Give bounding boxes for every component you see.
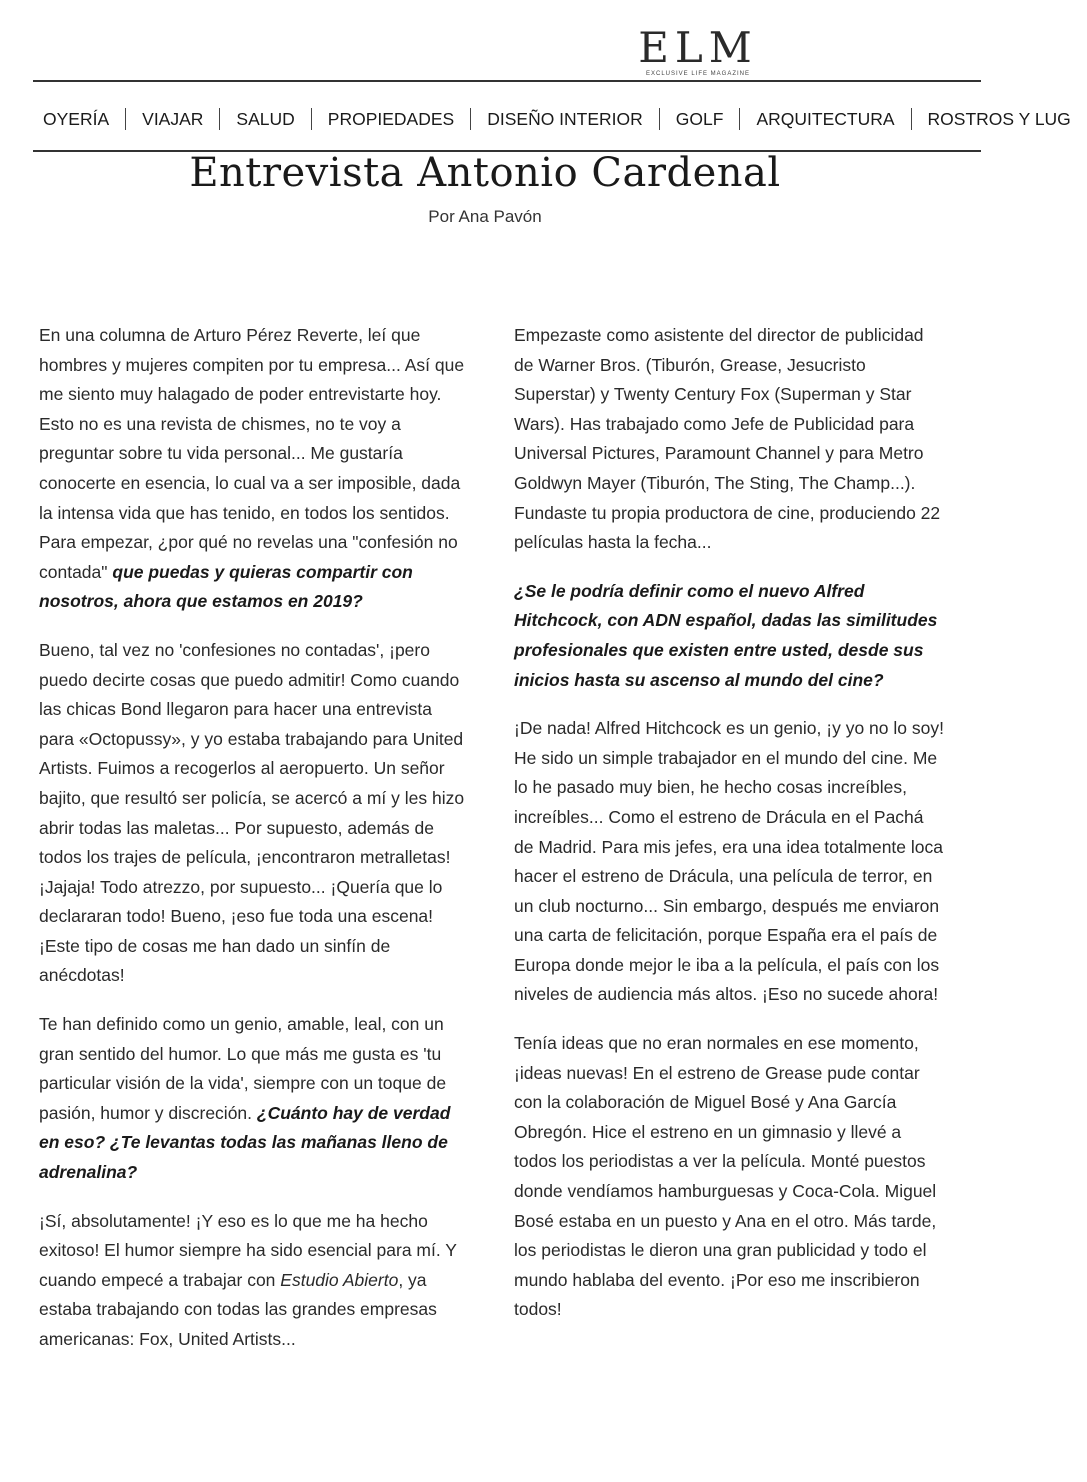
paragraph: Bueno, tal vez no 'confesiones no contadas', ¡pero puedo decirte cosas que puedo admitir! Como cuando las chicas Bond llegaron para hacer una entrevista para «Octopussy», y yo estaba trabajando para United Artists. Fuimos a recogerlos al aeropuerto. Un señor bajito, que resultó ser policía, se acercó a mí y les hizo abrir todas las maletas... Por supuesto, además de todos los trajes de película, ¡encontraron metralletas! ¡Jajaja! Todo atrezzo, por supuesto... ¡Quería que lo declararan todo! Bueno, ¡eso fue toda una escena! ¡Este tipo de cosas me han dado un sinfín de anécdotas! bbox=[39, 639, 465, 986]
paragraph-text: Te han definido como un genio, amable, leal, con un gran sentido del humor. Lo que más me gusta es 'tu particular visión de la vida', siempre con un toque de pasión, humor y discreción. bbox=[39, 1014, 447, 1123]
nav-item-diseno-interior[interactable]: DISEÑO INTERIOR bbox=[487, 108, 643, 129]
paragraph bbox=[39, 1207, 471, 1355]
paragraph: ¡De nada! Alfred Hitchcock es un genio, ¡y yo no lo soy! He sido un simple trabajador en el mundo del cine. Me lo he pasado muy bien, he hecho cosas increíbles, increíbles... Como el estreno de Drácula en el Pachá de Madrid. Para mis jefes, era una idea totalmente loca hacer el estreno de Drácula, una película de terror, en un club nocturno... Sin embargo, después me enviaron una carta de felicitación, porque España era el país de Europa donde mejor le iba a la película, el país con los niveles de audiencia más altos. ¡Eso no sucede ahora! bbox=[514, 718, 944, 1005]
interview-question: que puedas y quieras compartir con nosotros, ahora que estamos en 2019? bbox=[39, 561, 413, 612]
nav-item-viajar[interactable]: VIAJAR bbox=[142, 108, 204, 129]
nav-item-arquitectura[interactable]: ARQUITECTURA bbox=[756, 108, 895, 129]
interview-question: ¿Cuánto hay de verdad en eso? ¿Te levantas todas las mañanas lleno de adrenalina? bbox=[39, 1102, 451, 1183]
paragraph-text: En una columna de Arturo Pérez Reverte, leí que hombres y mujeres compiten por tu empresa... Así que me siento muy halagado de poder entrevistarte hoy. Esto no es una revista de chismes, no te voy a preguntar sobre tu vida personal... Me gustaría conocerte en esencia, lo cual va a ser imposible, dada la intensa vida que has tenido, en todos los sentidos. Para empezar, ¿por qué no revelas una "confesión no contada" bbox=[39, 325, 465, 582]
nav-item-joyeria[interactable]: OYERÍA bbox=[43, 108, 110, 129]
logo-wordmark: ELM bbox=[638, 23, 758, 72]
article-column-left bbox=[39, 321, 471, 1374]
paragraph: Empezaste como asistente del director de publicidad de Warner Bros. (Tiburón, Grease, Jesucristo Superstar) y Twenty Century Fox (Superman y Star Wars). Has trabajado como Jefe de Publicidad para Universal Pictures, Paramount Channel y para Metro Goldwyn Mayer (Tiburón, The Sting, The Champ...). Fundaste tu propia productora de cine, produciendo 22 películas hasta la fecha... bbox=[514, 325, 941, 553]
interview-question: ¿Se le podría definir como el nuevo Alfred Hitchcock, con ADN español, dadas las similitudes profesionales que existen entre usted, desde sus inicios hasta su ascenso al mundo del cine? bbox=[514, 580, 938, 690]
article-byline: Por Ana Pavón bbox=[428, 207, 542, 226]
paragraph: Tenía ideas que no eran normales en ese momento, ¡ideas nuevas! En el estreno de Grease pude contar con la colaboración de Miguel Bosé y Ana García Obregón. Hice el estreno en un gimnasio y llevé a todos los periodistas a ver la película. Monté puestos donde vendíamos hamburguesas y Coca-Cola. Miguel Bosé estaba en un puesto y Ana en el otro. Más tarde, los periodistas le dieron una gran publicidad y todo el mundo hablaba del evento. ¡Por eso me inscribieron todos! bbox=[514, 1033, 937, 1320]
article-title: Entrevista Antonio Cardenal bbox=[189, 150, 781, 196]
main-navigation bbox=[33, 104, 1071, 134]
paragraph-text: , ya estaba trabajando con todas las grandes empresas americanas: Fox, United Artists... bbox=[39, 1269, 437, 1349]
nav-item-salud[interactable]: SALUD bbox=[236, 108, 295, 129]
nav-item-rostros-y-lugares[interactable]: ROSTROS Y LUG bbox=[927, 108, 1071, 129]
paragraph bbox=[39, 1010, 471, 1188]
header-divider-top bbox=[33, 80, 981, 82]
company-name: Estudio Abierto bbox=[280, 1269, 399, 1290]
paragraph-text: ¡Sí, absolutamente! ¡Y eso es lo que me ha hecho exitoso! El humor siempre ha sido esencial para mí. Y cuando empecé a trabajar con bbox=[39, 1210, 457, 1290]
article-column-right bbox=[514, 321, 946, 1344]
paragraph bbox=[39, 321, 471, 617]
elm-logo[interactable] bbox=[628, 23, 768, 77]
logo-tagline: EXCLUSIVE LIFE MAGAZINE bbox=[645, 71, 751, 77]
nav-item-propiedades[interactable]: PROPIEDADES bbox=[327, 108, 455, 129]
nav-item-golf[interactable]: GOLF bbox=[675, 108, 724, 129]
